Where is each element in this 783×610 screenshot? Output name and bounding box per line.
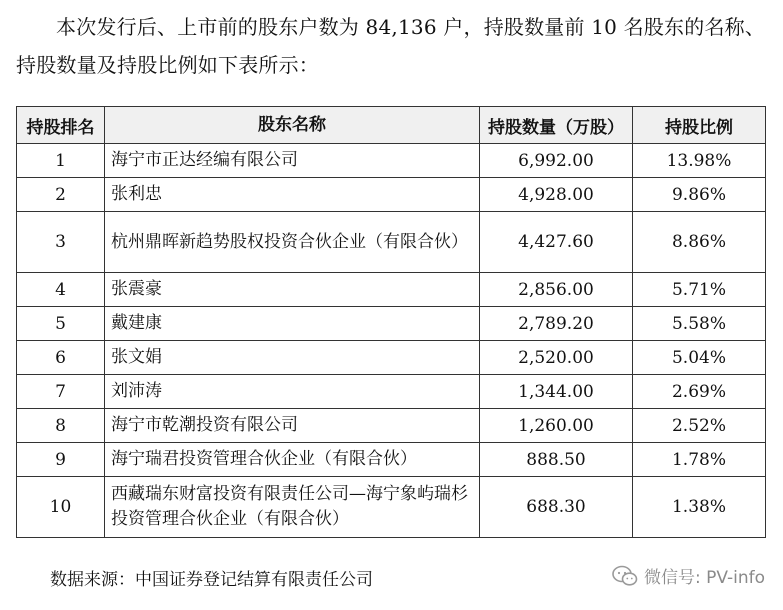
name-cell: 张文娟 [105, 341, 480, 375]
name-cell: 刘沛涛 [105, 375, 480, 409]
quantity-cell: 2,520.00 [480, 341, 633, 375]
ratio-cell: 9.86% [633, 178, 766, 212]
ratio-cell: 5.58% [633, 307, 766, 341]
ratio-cell: 1.38% [633, 477, 766, 538]
wechat-icon [612, 565, 638, 587]
header-quantity: 持股数量（万股） [480, 107, 633, 144]
name-cell: 戴建康 [105, 307, 480, 341]
table-header-row [17, 107, 766, 144]
ratio-cell: 5.71% [633, 273, 766, 307]
quantity-cell: 888.50 [480, 443, 633, 477]
name-cell: 杭州鼎晖新趋势股权投资合伙企业（有限合伙） [105, 212, 480, 273]
intro-line-2: 持股数量及持股比例如下表所示： [16, 53, 319, 77]
rank-cell: 7 [17, 375, 105, 409]
shareholders-table [16, 106, 766, 538]
name-cell: 海宁市正达经编有限公司 [105, 144, 480, 178]
rank-cell: 5 [17, 307, 105, 341]
name-cell: 海宁瑞君投资管理合伙企业（有限合伙） [105, 443, 480, 477]
rank-cell: 9 [17, 443, 105, 477]
quantity-cell: 2,789.20 [480, 307, 633, 341]
table-row [17, 144, 766, 178]
name-cell: 张利忠 [105, 178, 480, 212]
rank-cell: 8 [17, 409, 105, 443]
quantity-cell: 2,856.00 [480, 273, 633, 307]
name-cell: 张震豪 [105, 273, 480, 307]
header-name: 股东名称 [105, 107, 480, 144]
ratio-cell: 2.69% [633, 375, 766, 409]
wechat-watermark [612, 563, 765, 588]
data-source-note: 数据来源：中国证券登记结算有限责任公司 [50, 570, 373, 590]
rank-cell: 3 [17, 212, 105, 273]
ratio-cell: 8.86% [633, 212, 766, 273]
header-ratio: 持股比例 [633, 107, 766, 144]
rank-cell: 1 [17, 144, 105, 178]
quantity-cell: 688.30 [480, 477, 633, 538]
table-row [17, 341, 766, 375]
ratio-cell: 13.98% [633, 144, 766, 178]
quantity-cell: 1,344.00 [480, 375, 633, 409]
rank-cell: 4 [17, 273, 105, 307]
intro-line-1: 本次发行后、上市前的股东户数为 84,136 户，持股数量前 10 名股东的名称、 [56, 15, 766, 39]
header-rank: 持股排名 [17, 107, 105, 144]
table-row [17, 409, 766, 443]
quantity-cell: 4,427.60 [480, 212, 633, 273]
name-cell: 西藏瑞东财富投资有限责任公司—海宁象屿瑞杉投资管理合伙企业（有限合伙） [105, 477, 480, 538]
table-row [17, 443, 766, 477]
table-row [17, 273, 766, 307]
quantity-cell: 1,260.00 [480, 409, 633, 443]
rank-cell: 2 [17, 178, 105, 212]
table-row [17, 477, 766, 538]
ratio-cell: 2.52% [633, 409, 766, 443]
ratio-cell: 1.78% [633, 443, 766, 477]
table-row [17, 375, 766, 409]
watermark-text: 微信号: PV-info [643, 568, 765, 588]
table-row [17, 212, 766, 273]
intro-paragraph [16, 8, 776, 84]
name-cell: 海宁市乾潮投资有限公司 [105, 409, 480, 443]
quantity-cell: 4,928.00 [480, 178, 633, 212]
rank-cell: 10 [17, 477, 105, 538]
table-row [17, 178, 766, 212]
table-row [17, 307, 766, 341]
quantity-cell: 6,992.00 [480, 144, 633, 178]
rank-cell: 6 [17, 341, 105, 375]
ratio-cell: 5.04% [633, 341, 766, 375]
